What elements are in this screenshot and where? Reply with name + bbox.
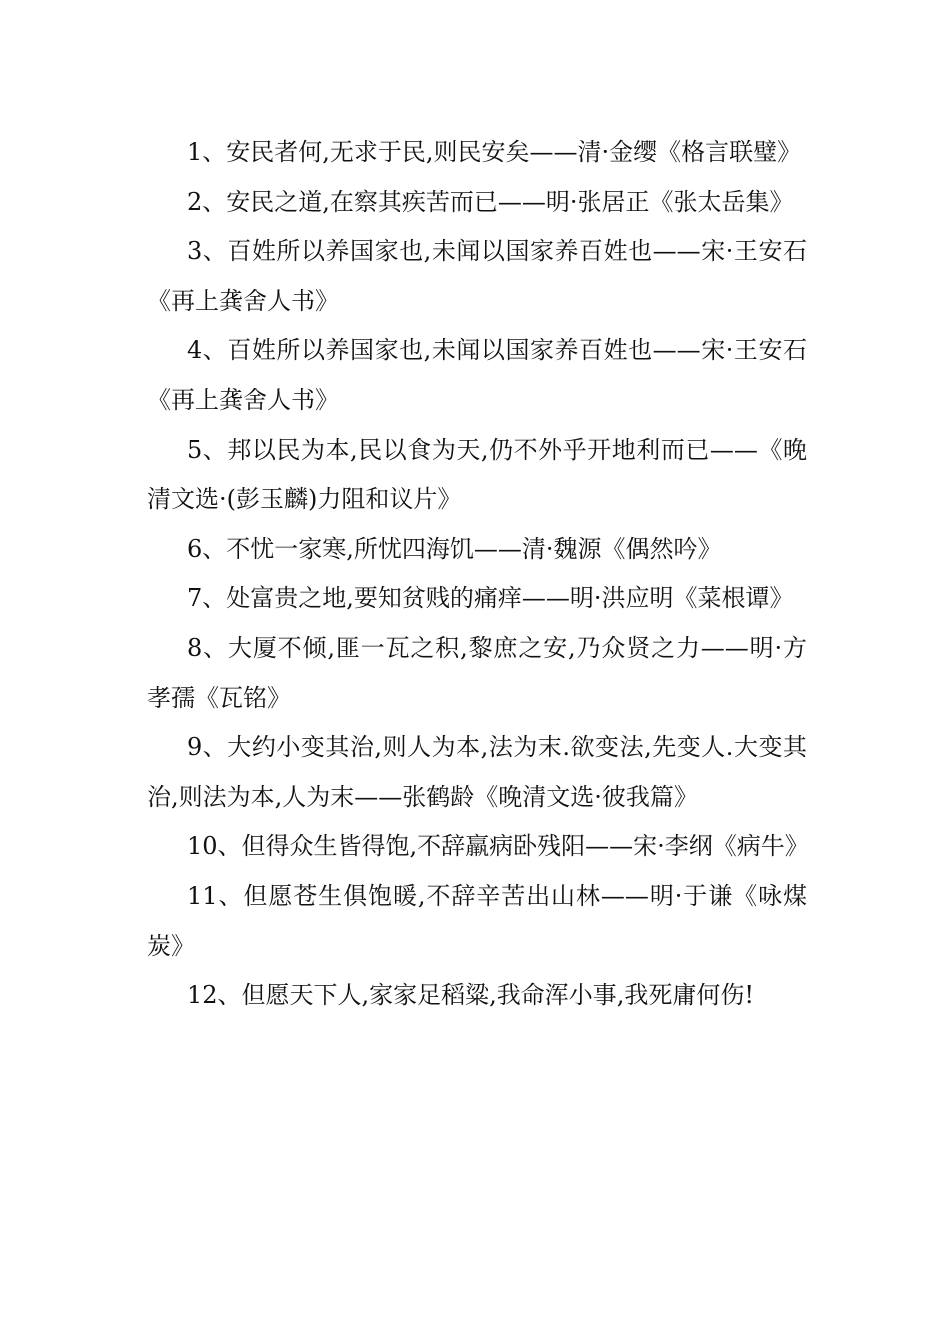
quote-paragraph-6: 6、不忧一家寒,所忧四海饥——清·魏源《偶然吟》 (187, 534, 722, 563)
quote-paragraph-3: 3、百姓所以养国家也,未闻以国家养百姓也——宋·王安石《再上龚舍人书》 (147, 237, 807, 315)
quote-paragraph-1: 1、安民者何,无求于民,则民安矣——清·金缨《格言联璧》 (187, 138, 802, 166)
quote-paragraph-9: 9、大约小变其治,则人为本,法为末.欲变法,先变人.大变其治,则法为本,人为末——张鹤龄《晚清文选·彼我篇》 (147, 733, 807, 811)
quote-paragraph-7: 7、处富贵之地,要知贫贱的痛痒——明·洪应明《菜根谭》 (187, 584, 794, 613)
quote-paragraph-8: 8、大厦不倾,匪一瓦之积,黎庶之安,乃众贤之力——明·方孝孺《瓦铭》 (147, 633, 807, 712)
quote-paragraph-10: 10、但得众生皆得饱,不辞羸病卧残阳——宋·李纲《病牛》 (187, 832, 809, 861)
quote-paragraph-4: 4、百姓所以养国家也,未闻以国家养百姓也——宋·王安石《再上龚舍人书》 (147, 336, 807, 414)
quote-paragraph-5: 5、邦以民为本,民以食为天,仍不外乎开地利而已——《晚清文选·(彭玉麟)力阻和议片》 (147, 435, 807, 514)
quote-list (147, 128, 807, 1021)
quote-paragraph-12: 12、但愿天下人,家家足稻粱,我命浑小事,我死庸何伤! (187, 981, 755, 1010)
quote-paragraph-11: 11、但愿苍生俱饱暖,不辞辛苦出山林——明·于谦《咏煤炭》 (147, 881, 807, 960)
quote-paragraph-2: 2、安民之道,在察其疾苦而已——明·张居正《张太岳集》 (187, 187, 794, 216)
